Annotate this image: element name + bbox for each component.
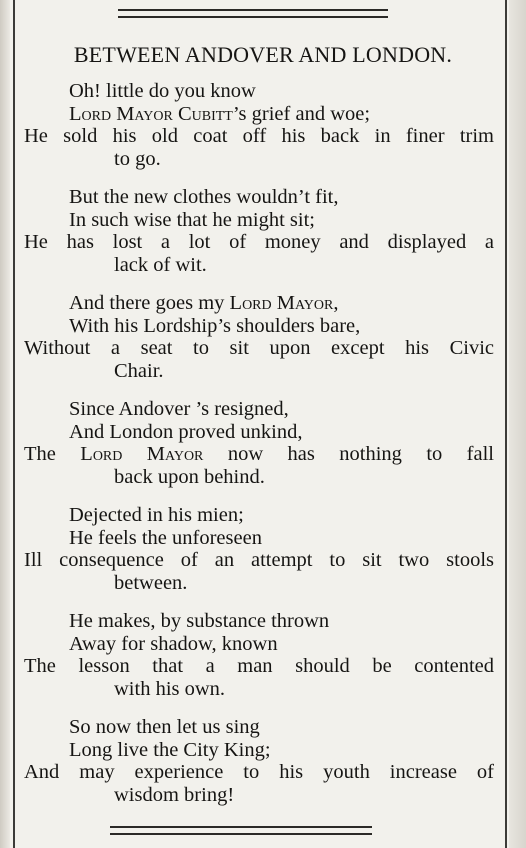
poem-line: He has lost a lot of money and displayed a <box>24 231 494 253</box>
poem-line: Oh! little do you know <box>69 80 256 102</box>
poem-line: Away for shadow, known <box>69 632 278 655</box>
stanza <box>24 186 494 276</box>
poem-line-continuation: wisdom bring! <box>114 783 235 806</box>
poem-body <box>24 80 494 822</box>
poem-line-continuation: lack of wit. <box>114 253 207 276</box>
poem-line-continuation: back upon behind. <box>114 465 265 488</box>
poem-line: Dejected in his mien; <box>69 504 244 526</box>
stanza <box>24 610 494 700</box>
poem-line: The lesson that a man should be contented <box>24 655 494 677</box>
poem-line: Ill consequence of an attempt to sit two stools <box>24 549 494 571</box>
column-rule-right <box>505 0 507 848</box>
poem-line: And London proved unkind, <box>69 420 303 443</box>
poem-line <box>24 103 494 126</box>
adjacent-column-edge <box>509 0 526 848</box>
bottom-double-rule <box>110 826 372 835</box>
poem-line <box>24 443 494 466</box>
line-text: And there goes my <box>69 292 230 314</box>
stanza <box>24 716 494 806</box>
poem-title: BETWEEN ANDOVER AND LONDON. <box>73 42 453 67</box>
stanza <box>24 504 494 594</box>
line-text: ’s grief and woe; <box>232 102 371 125</box>
top-double-rule <box>118 9 388 18</box>
small-caps-name: Lord Mayor Cubitt <box>69 102 233 125</box>
column-rule-left <box>13 0 15 848</box>
line-text: now has nothing to fall <box>203 443 494 465</box>
stanza <box>24 398 494 488</box>
line-text: , <box>333 292 339 314</box>
poem-line: Since Andover ’s resigned, <box>69 398 289 420</box>
poem-line: With his Lordship’s shoulders bare, <box>69 314 361 337</box>
line-text: The <box>24 443 81 465</box>
stanza <box>24 292 494 382</box>
poem-line: In such wise that he might sit; <box>69 208 315 231</box>
poem-line <box>24 292 494 315</box>
poem-line: He makes, by substance thrown <box>69 610 330 632</box>
poem-line-continuation: to go. <box>114 147 161 170</box>
poem-line: And may experience to his youth increase of <box>24 761 494 783</box>
stanza <box>24 80 494 170</box>
poem-line: He feels the unforeseen <box>69 526 262 549</box>
small-caps-name: Lord Mayor <box>80 443 204 465</box>
poem-line-continuation: with his own. <box>114 677 226 700</box>
poem-line-continuation: between. <box>114 571 188 594</box>
poem-line: Long live the City King; <box>69 738 271 761</box>
poem-line-continuation: Chair. <box>114 359 164 382</box>
small-caps-name: Lord Mayor <box>229 292 334 314</box>
poem-line: Without a seat to sit upon except his Civic <box>24 337 494 359</box>
poem-line: But the new clothes wouldn’t fit, <box>69 186 339 208</box>
poem-line: He sold his old coat off his back in finer trim <box>24 125 494 147</box>
poem-line: So now then let us sing <box>69 716 260 738</box>
